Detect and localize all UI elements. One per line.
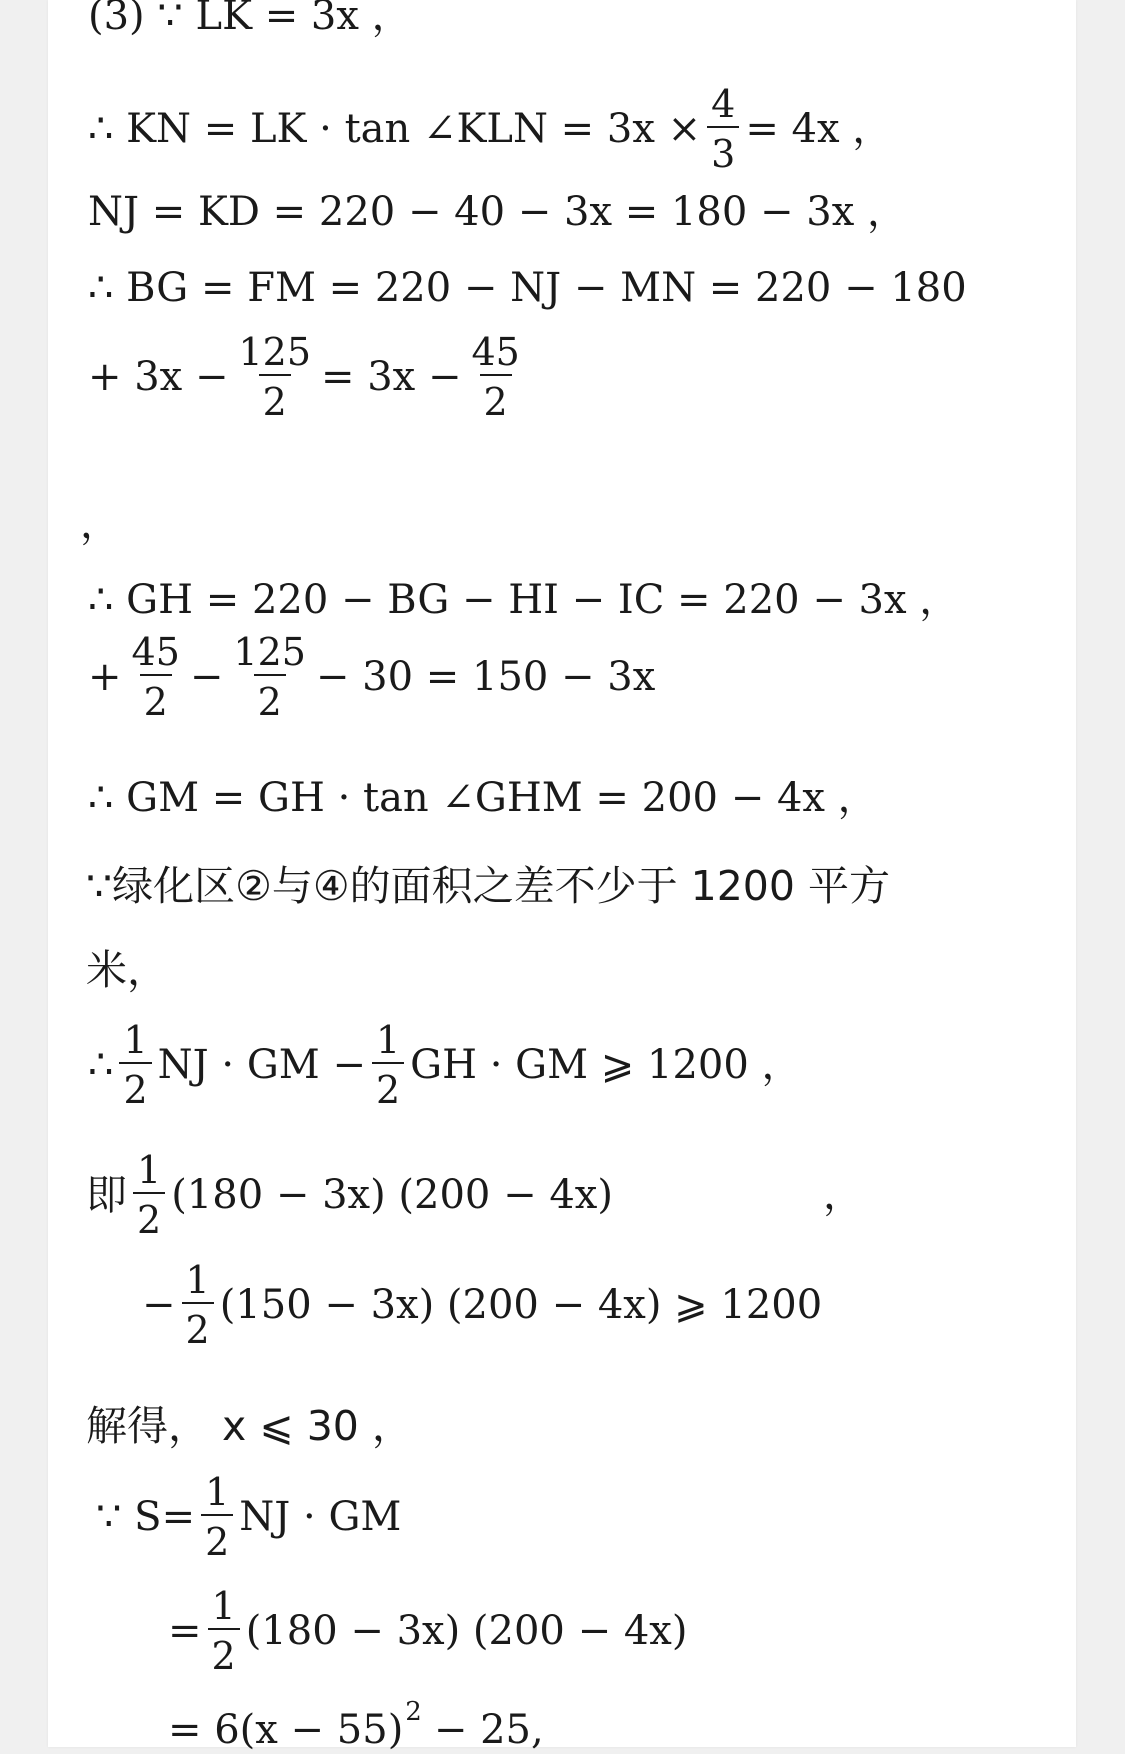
solution-line-14	[142, 1258, 822, 1352]
numerator: 1	[205, 1470, 230, 1514]
numerator: 125	[233, 630, 306, 674]
fraction	[707, 82, 739, 176]
numerator: 1	[375, 1018, 401, 1062]
numerator: 1	[123, 1018, 148, 1062]
fraction	[182, 1258, 214, 1352]
solution-line-9	[88, 774, 878, 822]
solution-line-8	[88, 630, 655, 724]
denominator: 2	[182, 1302, 214, 1352]
solution-line-7	[88, 576, 959, 624]
line-text: ∵绿化区②与④的面积之差不少于 1200 平方	[86, 862, 891, 910]
solution-line-12	[88, 1018, 802, 1112]
fraction	[372, 1018, 404, 1112]
line-text: (3) ∵ LK = 3x ，	[88, 0, 412, 39]
denominator: 2	[133, 1192, 165, 1242]
line-text: ∴ KN = LK · tan ∠KLN = 3x ×	[88, 106, 702, 152]
line-text: NJ · GM −	[157, 1042, 366, 1088]
line-text: ∴ GM = GH · tan ∠GHM = 200 − 4x ，	[88, 775, 878, 821]
numerator: 1	[211, 1584, 236, 1628]
denominator: 2	[480, 374, 512, 424]
solution-line-3	[88, 188, 907, 236]
line-text: +	[88, 654, 122, 700]
solution-line-5	[88, 330, 530, 424]
solution-line-13	[86, 1148, 863, 1242]
denominator: 2	[254, 674, 286, 724]
exponent: 2	[405, 1697, 422, 1727]
denominator: 2	[201, 1514, 233, 1564]
line-text: ∴ BG = FM = 220 − NJ − MN = 220 − 180	[88, 265, 967, 311]
line-text: 解得， x ⩽ 30 ，	[86, 1402, 413, 1450]
solution-line-11	[86, 946, 168, 994]
line-text: −	[189, 654, 224, 700]
solution-line-10	[86, 862, 890, 910]
solution-line-15	[86, 1402, 413, 1450]
numerator: 1	[185, 1258, 210, 1302]
line-text: 米，	[86, 946, 168, 994]
solution-line-1	[88, 0, 412, 40]
line-text: = 6(x − 55)	[168, 1707, 404, 1753]
denominator: 3	[707, 126, 739, 176]
line-text: ，	[822, 1172, 863, 1218]
fraction	[119, 1018, 151, 1112]
numerator: 4	[711, 82, 736, 126]
line-text: 即	[86, 1171, 127, 1219]
solution-line-2	[88, 82, 892, 176]
fraction	[229, 630, 310, 724]
line-text: (180 − 3x) (200 − 4x)	[171, 1172, 613, 1218]
numerator: 1	[137, 1148, 162, 1192]
numerator: 45	[131, 630, 180, 674]
line-text: =	[168, 1608, 202, 1654]
denominator: 2	[372, 1062, 404, 1112]
line-text: + 3x −	[88, 354, 229, 400]
line-text: ，	[80, 501, 120, 547]
fraction	[201, 1470, 233, 1564]
line-text: ∵ S=	[96, 1494, 196, 1540]
fraction	[467, 330, 523, 424]
line-text: = 3x −	[321, 354, 462, 400]
line-text: (150 − 3x) (200 − 4x) ⩾ 1200	[219, 1282, 823, 1328]
numerator: 125	[238, 330, 311, 374]
fraction	[133, 1148, 165, 1242]
line-text: (180 − 3x) (200 − 4x)	[245, 1608, 688, 1654]
solution-line-16	[96, 1470, 401, 1564]
line-text: − 25,	[433, 1707, 544, 1753]
fraction	[128, 630, 184, 724]
denominator: 2	[119, 1062, 151, 1112]
fraction	[208, 1584, 240, 1678]
denominator: 2	[259, 374, 291, 424]
line-text: NJ = KD = 220 − 40 − 3x = 180 − 3x ，	[88, 189, 907, 235]
fraction	[234, 330, 315, 424]
denominator: 2	[140, 674, 172, 724]
line-text: −	[142, 1282, 176, 1328]
line-text: = 4x ，	[745, 106, 893, 152]
line-text: GH · GM ⩾ 1200 ，	[410, 1042, 802, 1088]
line-text: ∴	[88, 1042, 114, 1088]
line-text: NJ · GM	[239, 1494, 402, 1540]
line-text: ∴ GH = 220 − BG − HI − IC = 220 − 3x ，	[88, 577, 960, 623]
solution-line-6	[80, 500, 120, 548]
solution-line-17	[168, 1584, 687, 1678]
solution-line-4	[88, 264, 967, 312]
denominator: 2	[208, 1628, 240, 1678]
line-text: − 30 = 150 − 3x	[315, 654, 656, 700]
numerator: 45	[471, 330, 520, 374]
